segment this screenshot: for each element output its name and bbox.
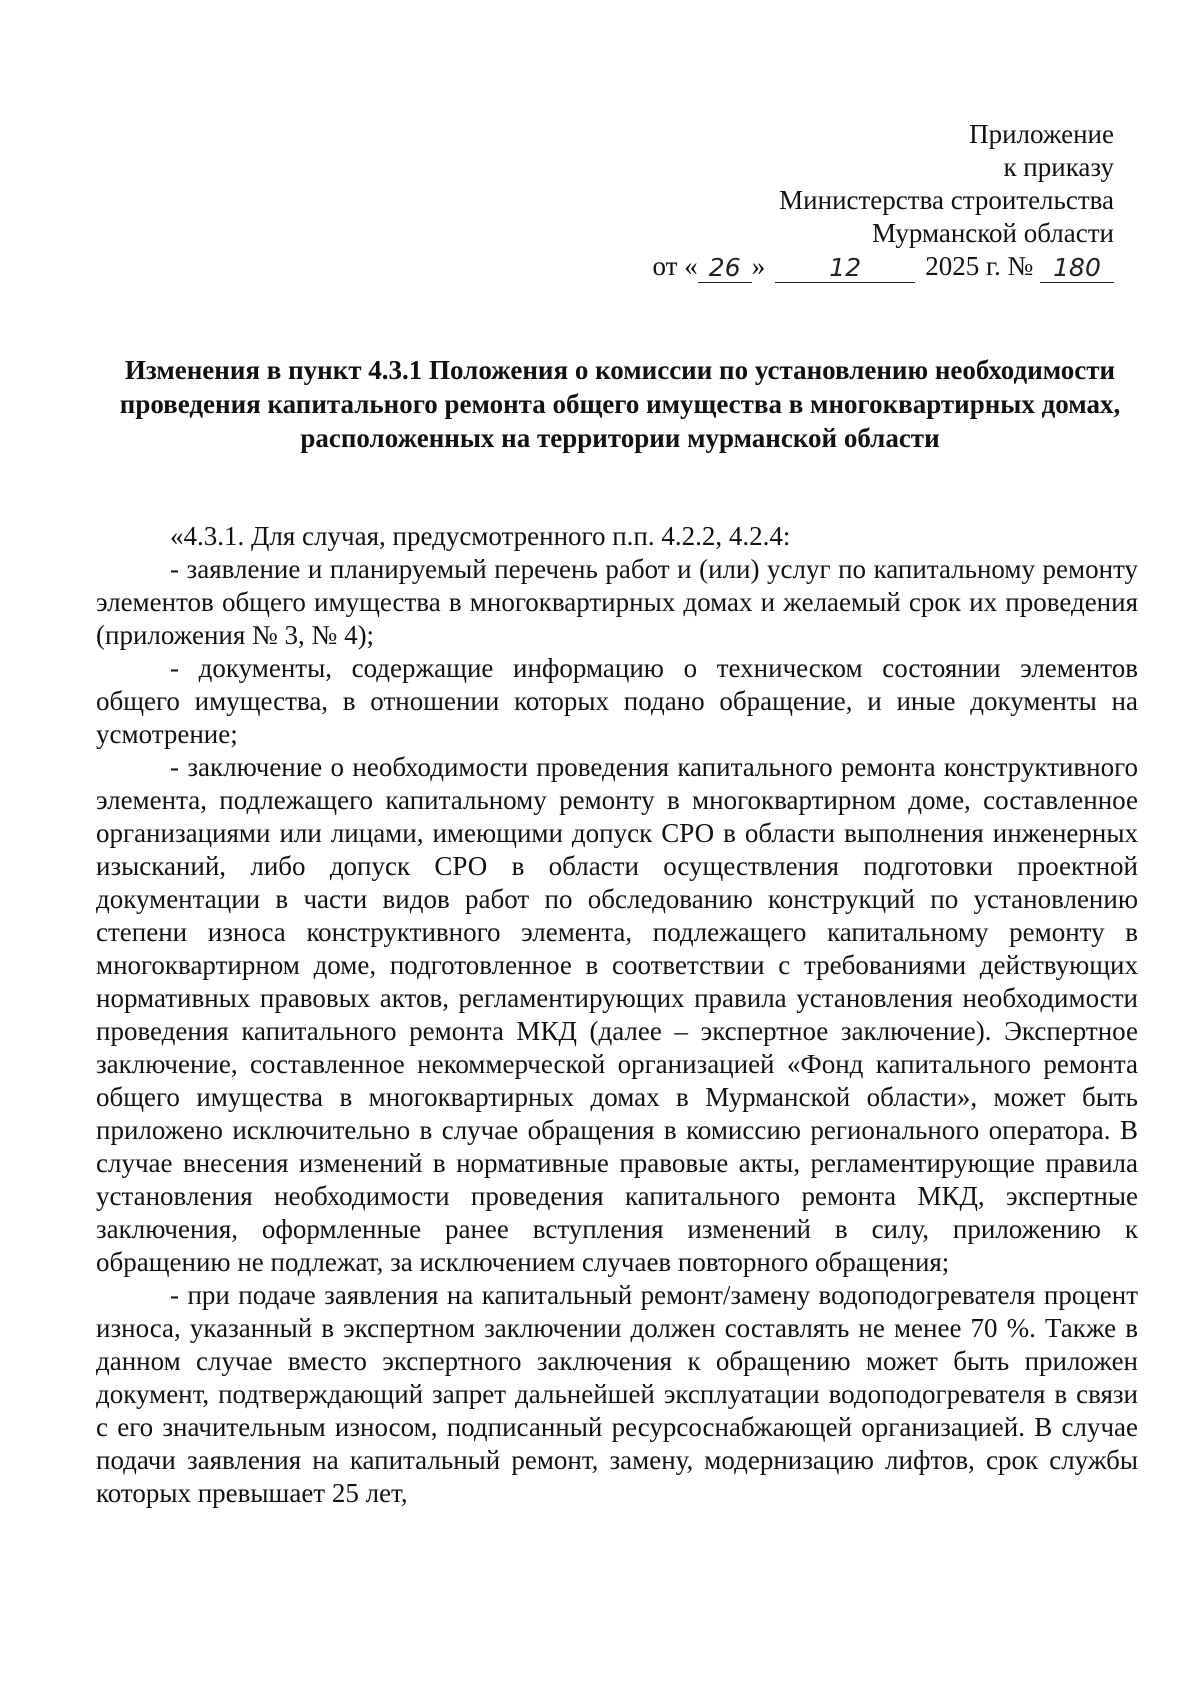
order-month-handwritten: 12: [775, 254, 915, 283]
region-name: Мурманской области: [872, 218, 1114, 248]
paragraph-expert-conclusion: - заключение о необходимости проведения капитального ремонта конструктивного элемента, подлежащего капитальному ремонту в многоквартирном доме, составленное организациями или лицами, имеющими допуск СРО в области выполнения инженерных изысканий, либо допуск СРО в области осуществления подготовки проектной документации в части видов работ по обследованию конструкций по установлению степени износа конструктивного элемента, подлежащего капитальному ремонту в многоквартирном доме, подготовленное в соответствии с требованиями действующих нормативных правовых актов, регламентирующих правила установления необходимости проведения капитального ремонта МКД (далее – экспертное заключение). Экспертное заключение, составленное некоммерческой организацией «Фонд капитального ремонта общего имущества в многоквартирных домах в Мурманской области», может быть приложено исключительно в случае обращения в комиссию регионального оператора. В случае внесения изменений в нормативные правовые акты, регламентирующие правила установления необходимости проведения капитального ремонта МКД, экспертные заключения, оформленные ранее вступления изменений в силу, приложению к обращению не подлежат, за исключением случаев повторного обращения;: [96, 752, 1138, 1277]
order-number-handwritten: 180: [1040, 254, 1114, 283]
order-date-prefix: от «: [652, 251, 698, 281]
document-title: Изменения в пункт 4.3.1 Положения о комиссии по установлению необходимости проведения капитального ремонта общего имущества в многоквартирных домах, расположенных на территории мурманской области: [119, 355, 1121, 453]
ministry-name: Министерства строительства: [779, 185, 1114, 215]
appendix-label: Приложение: [969, 119, 1114, 149]
order-date-line: [653, 250, 1115, 283]
order-year-label: 2025 г. №: [925, 251, 1034, 281]
paragraph-application: - заявление и планируемый перечень работ и (или) услуг по капитальному ремонту элементов общего имущества в многоквартирных домах и желаемый срок их проведения (приложения № 3, № 4);: [96, 554, 1138, 650]
paragraph-water-heater: - при подаче заявления на капитальный ремонт/замену водоподогревателя процент износа, указанный в экспертном заключении должен составлять не менее 70 %. Также в данном случае вместо экспертного заключения к обращению может быть приложен документ, подтверждающий запрет дальнейшей эксплуатации водоподогревателя в связи с его значительным износом, подписанный ресурсоснабжающей организацией. В случае подачи заявления на капитальный ремонт, замену, модернизацию лифтов, срок службы которых превышает 25 лет,: [96, 1280, 1138, 1508]
paragraph-clause-4-3-1: «4.3.1. Для случая, предусмотренного п.п. 4.2.2, 4.2.4:: [170, 521, 791, 551]
order-date-quote: »: [751, 251, 766, 281]
appendix-to-order: к приказу: [1003, 152, 1114, 182]
paragraph-documents: - документы, содержащие информацию о техническом состоянии элементов общего имущества, в отношении которых подано обращение, и иные документы на усмотрение;: [96, 653, 1138, 749]
order-day-handwritten: 26: [698, 254, 752, 283]
appendix-header: [653, 118, 1115, 283]
document-body: [96, 520, 1138, 1510]
